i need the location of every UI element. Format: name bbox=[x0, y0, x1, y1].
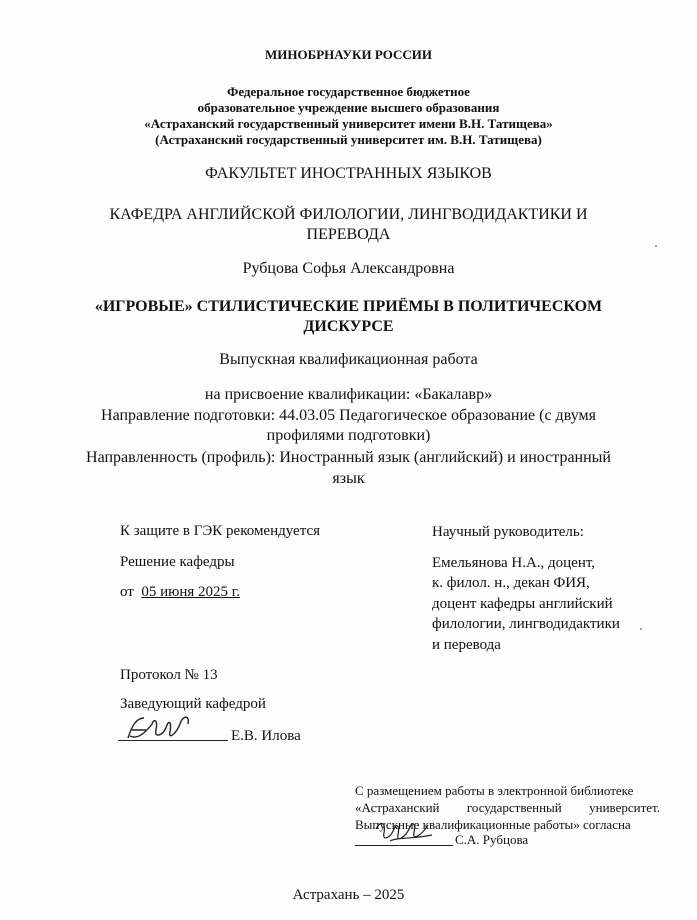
supervisor-line-4: филологии, лингводидактики bbox=[432, 616, 620, 632]
supervisor-line-5: и перевода bbox=[432, 637, 501, 653]
consent-line-2: «Астраханский государственный университет. bbox=[355, 800, 660, 815]
department-line-2: ПЕРЕВОДА bbox=[306, 226, 391, 243]
institution-line-1: Федеральное государственное бюджетное bbox=[227, 84, 470, 99]
head-signature-line bbox=[118, 740, 228, 741]
thesis-title-line-2: ДИСКУРСЕ bbox=[303, 318, 394, 335]
recommendation-text: К защите в ГЭК рекомендуется bbox=[120, 523, 321, 539]
supervisor-line-1: Емельянова Н.А., доцент, bbox=[432, 555, 596, 571]
direction-line-2: профилями подготовки) bbox=[266, 427, 431, 444]
protocol-number: Протокол № 13 bbox=[120, 667, 218, 683]
direction-line-1: Направление подготовки: 44.03.05 Педагогическое образование (с двумя bbox=[101, 407, 596, 424]
scan-speck bbox=[655, 245, 657, 247]
head-label: Заведующий кафедрой bbox=[120, 696, 266, 712]
decision-date bbox=[120, 582, 240, 602]
supervisor-line-3: доцент кафедры английский bbox=[432, 596, 613, 612]
faculty-name: ФАКУЛЬТЕТ ИНОСТРАННЫХ ЯЗЫКОВ bbox=[205, 165, 492, 182]
supervisor-label: Научный руководитель: bbox=[432, 524, 584, 540]
institution-line-4: (Астраханский государственный университет им. В.Н. Татищева) bbox=[155, 132, 542, 147]
date-value: 05 июня 2025 г. bbox=[141, 584, 240, 600]
supervisor-line-2: к. филол. н., декан ФИЯ, bbox=[432, 575, 590, 591]
profile-line-2: язык bbox=[332, 470, 365, 487]
profile-line-1: Направленность (профиль): Иностранный язык (английский) и иностранный bbox=[86, 449, 611, 466]
date-prefix: от bbox=[120, 584, 134, 600]
student-signature-line bbox=[355, 845, 453, 846]
thesis-title-line-1: «ИГРОВЫЕ» СТИЛИСТИЧЕСКИЕ ПРИЁМЫ В ПОЛИТИЧЕСКОМ bbox=[94, 298, 603, 315]
work-type: Выпускная квалификационная работа bbox=[219, 351, 478, 368]
consent-line-1: С размещением работы в электронной библиотеке bbox=[355, 783, 634, 798]
institution-line-3: «Астраханский государственный университет имени В.Н. Татищева» bbox=[144, 116, 553, 131]
student-signature bbox=[370, 815, 450, 847]
consent-line-3: Выпускные квалификационные работы» согласна bbox=[355, 817, 631, 832]
student-name: С.А. Рубцова bbox=[455, 832, 529, 847]
ministry-heading: МИНОБРНАУКИ РОССИИ bbox=[265, 47, 432, 62]
decision-label: Решение кафедры bbox=[120, 554, 235, 570]
qualification: на присвоение квалификации: «Бакалавр» bbox=[204, 386, 493, 403]
city-year: Астрахань – 2025 bbox=[292, 887, 405, 903]
department-line-1: КАФЕДРА АНГЛИЙСКОЙ ФИЛОЛОГИИ, ЛИНГВОДИДАКТИКИ И bbox=[109, 206, 588, 223]
scan-speck bbox=[640, 628, 642, 630]
head-name: Е.В. Илова bbox=[231, 728, 301, 744]
institution-line-2: образовательное учреждение высшего образования bbox=[197, 100, 500, 115]
author-name: Рубцова Софья Александровна bbox=[242, 260, 455, 277]
